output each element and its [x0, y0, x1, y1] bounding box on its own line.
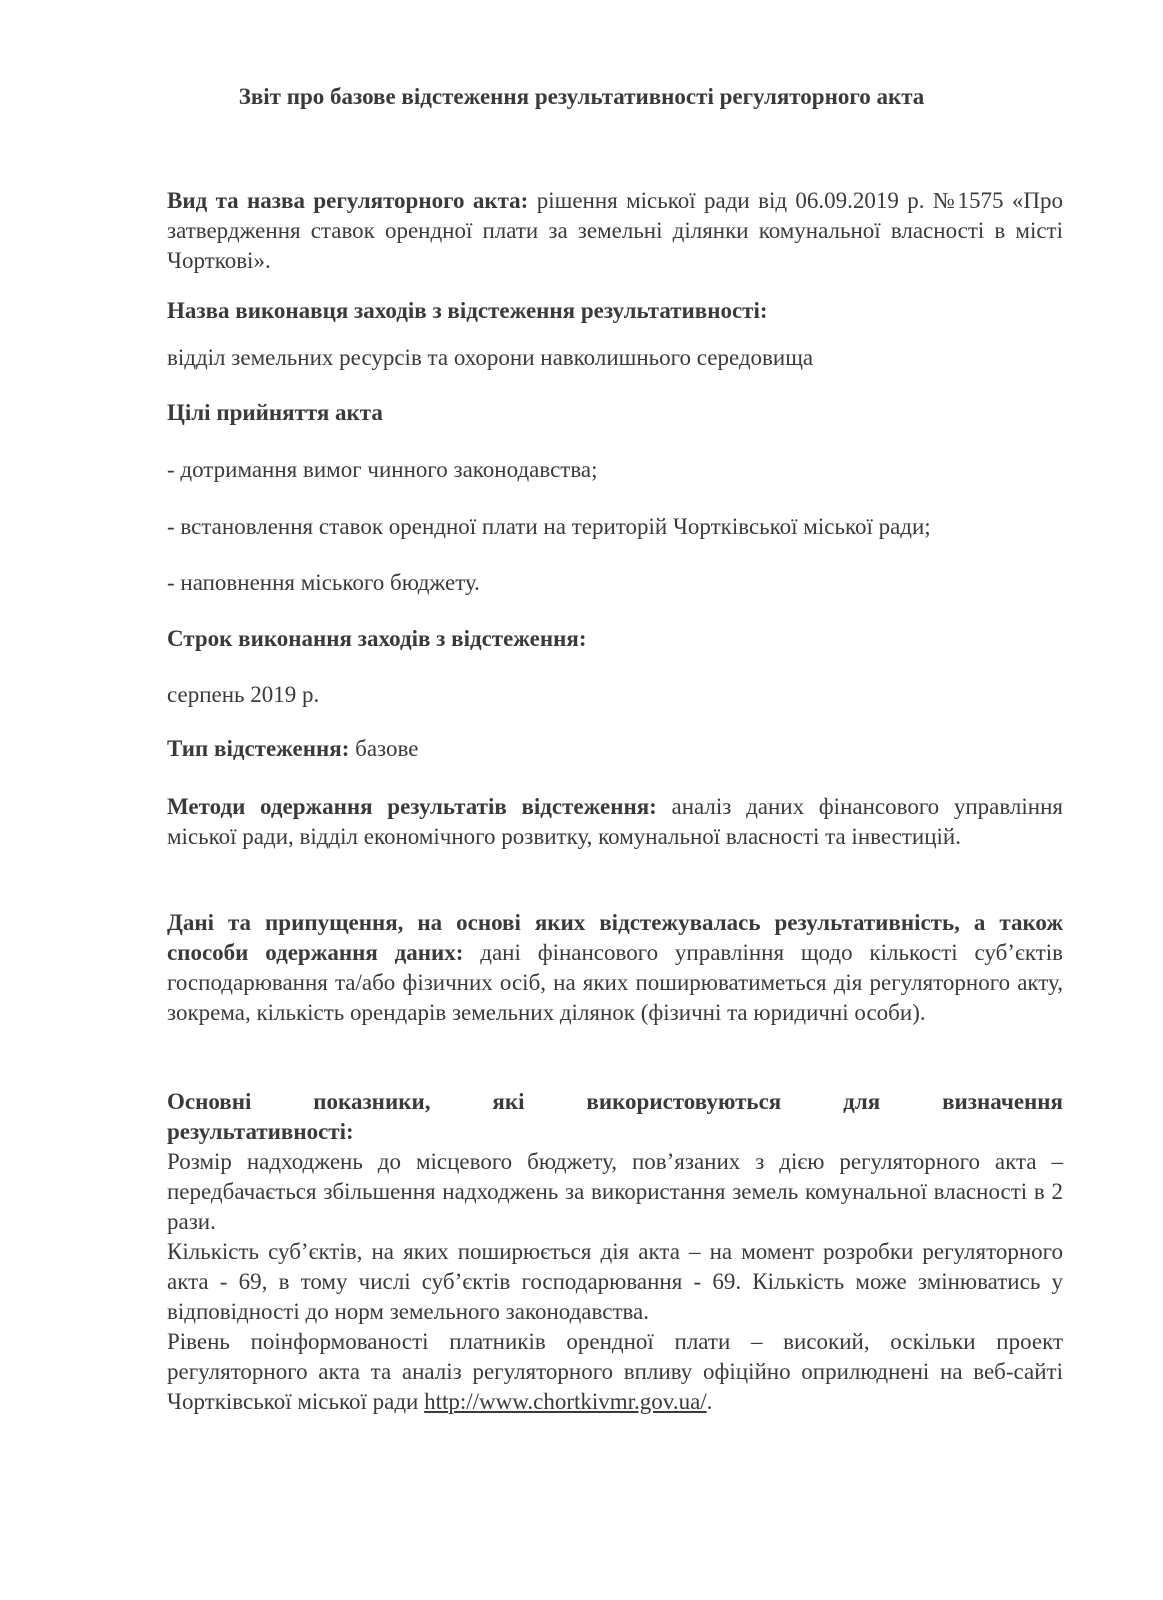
type-label: Тип відстеження:: [167, 736, 350, 761]
term-label: Строк виконання заходів з відстеження:: [167, 626, 587, 651]
methods-section: [167, 792, 1063, 852]
indicators-label-line1: Основні показники, які використовуються для визначення: [167, 1089, 1063, 1114]
executor-label: Назва виконавця заходів з відстеження результативності:: [167, 298, 768, 323]
indicators-paragraph-3-end: .: [706, 1389, 713, 1414]
goal-item-1: - дотримання вимог чинного законодавства;: [167, 457, 598, 482]
type-section: [167, 734, 1063, 764]
website-link[interactable]: http://www.chortkivmr.gov.ua/: [424, 1389, 707, 1414]
executor-text: відділ земельних ресурсів та охорони навколишнього середовища: [167, 345, 814, 370]
indicators-section: [167, 1087, 1063, 1417]
goals-label: Цілі прийняття акта: [167, 400, 383, 425]
data-assumptions-text: дані фінансового управління щодо кількості суб’єктів господарювання та/або фізичних осіб, на яких поширюватиметься дія регуляторного акту, зокрема, кількість орендарів земельних ділянок (фізичні та юридичні особи).: [167, 940, 1063, 1025]
indicators-label-line2: результативності:: [167, 1119, 354, 1144]
act-section: [167, 186, 1063, 276]
act-text: рішення міської ради від 06.09.2019 р. №1575 «Про затвердження ставок орендної плати за земельні ділянки комунальної власності в місті Чорткові».: [167, 188, 1063, 273]
goal-item-2: - встановлення ставок орендної плати на територій Чортківської міської ради;: [167, 514, 931, 539]
data-assumptions-label: Дані та припущення, на основі яких відстежувалась результативність, а також способи одержання даних:: [167, 910, 1063, 965]
type-text: базове: [349, 736, 419, 761]
indicators-paragraph-1: Розмір надходжень до місцевого бюджету, пов’язаних з дією регуляторного акта – передбачається збільшення надходжень за використання земель комунальної власності в 2 рази.: [167, 1149, 1063, 1234]
indicators-paragraph-2: Кількість суб’єктів, на яких поширюється дія акта – на момент розробки регуляторного акта - 69, в тому числі суб’єктів господарювання - 69. Кількість може змінюватись у відповідності до норм земельного законодавства.: [167, 1239, 1063, 1324]
methods-label: Методи одержання результатів відстеження:: [167, 794, 657, 819]
data-assumptions-section: [167, 908, 1063, 1028]
act-label: Вид та назва регуляторного акта:: [167, 188, 529, 213]
term-text: серпень 2019 р.: [167, 682, 320, 707]
indicators-paragraph-3-text: Рівень поінформованості платників орендної плати – високий, оскільки проект регуляторного акта та аналіз регуляторного впливу офіційно оприлюднені на веб-сайті Чортківської міської ради: [167, 1329, 1063, 1414]
indicators-paragraph-3: [167, 1327, 1063, 1417]
goal-item-3: - наповнення міського бюджету.: [167, 570, 480, 595]
document-title: Звіт про базове відстеження результативності регуляторного акта: [238, 84, 925, 109]
methods-text: аналіз даних фінансового управління міської ради, відділ економічного розвитку, комунальної власності та інвестицій.: [167, 794, 1063, 849]
